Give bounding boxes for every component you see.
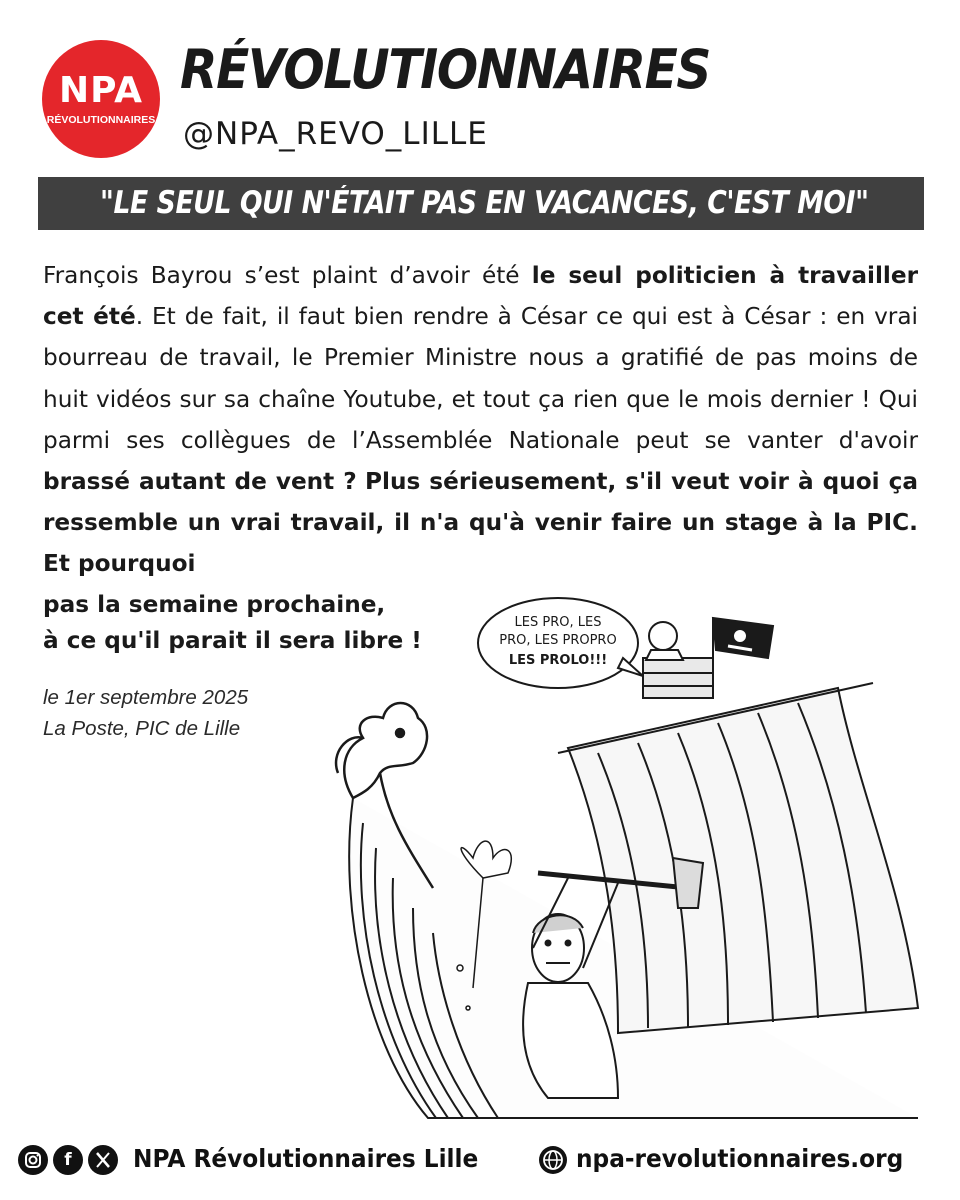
account-handle: @NPA_REVO_LILLE — [183, 116, 488, 152]
speech-line-2: PRO, LES PROPRO — [499, 633, 617, 648]
instagram-icon[interactable] — [18, 1145, 48, 1175]
cartoon-illustration — [318, 588, 920, 1128]
crows-nest — [643, 622, 713, 698]
footer — [0, 1135, 960, 1190]
pirate-flag — [713, 618, 773, 683]
signature-place: La Poste, PIC de Lille — [43, 717, 241, 740]
facebook-icon[interactable]: f — [53, 1145, 83, 1175]
article-text-3 — [357, 468, 365, 495]
globe-icon — [538, 1145, 568, 1175]
article-text-2: . Et de fait, il faut bien rendre à César ce qui est à César : en vrai bourreau de travail, le Premier Ministre nous a gratifié de pas moins de huit vidéos sur sa chaîne Youtube, et tout ça rien que le mois dernier ! Qui parmi ses collègues de l’Assemblée Nationale peut se vanter d'avoir — [43, 303, 918, 454]
signature-date: le 1er septembre 2025 — [43, 686, 249, 709]
x-icon[interactable] — [88, 1145, 118, 1175]
article-bold-3: Plus sérieusement, s'il veut voir à quoi ça ressemble un vrai travail, il n'a qu'à venir faire un stage à la PIC. Et pourquoi — [43, 468, 918, 578]
article-tail-line-2: à ce qu'il parait il sera libre ! — [43, 627, 422, 654]
speech-line-1: LES PRO, LES — [514, 615, 602, 630]
article-tail-line-1: pas la semaine prochaine, — [43, 591, 386, 618]
headline-banner — [38, 177, 924, 230]
npa-logo — [42, 40, 160, 158]
website-link[interactable]: npa-revolutionnaires.org — [576, 1144, 904, 1173]
footer-account-name: NPA Révolutionnaires Lille — [133, 1144, 479, 1173]
article-bold-1: le seul politicien à travailler cet été — [43, 262, 919, 331]
speech-line-3: LES PROLO!!! — [508, 653, 608, 668]
speech-bubble — [478, 598, 643, 688]
page-title: RÉVOLUTIONNAIRES — [180, 38, 711, 101]
article-bold-2: brassé autant de vent ? — [43, 468, 357, 496]
headline-text: "LE SEUL QUI N'ÉTAIT PAS EN VACANCES, C'EST MOI" — [100, 185, 869, 221]
signature — [43, 682, 248, 744]
logo-main-text: NPA — [58, 70, 144, 111]
article-text-1: François Bayrou s’est plaint d’avoir été — [43, 262, 532, 289]
logo-sub-text: RÉVOLUTIONNAIRES — [46, 114, 156, 126]
article-body — [43, 255, 918, 585]
